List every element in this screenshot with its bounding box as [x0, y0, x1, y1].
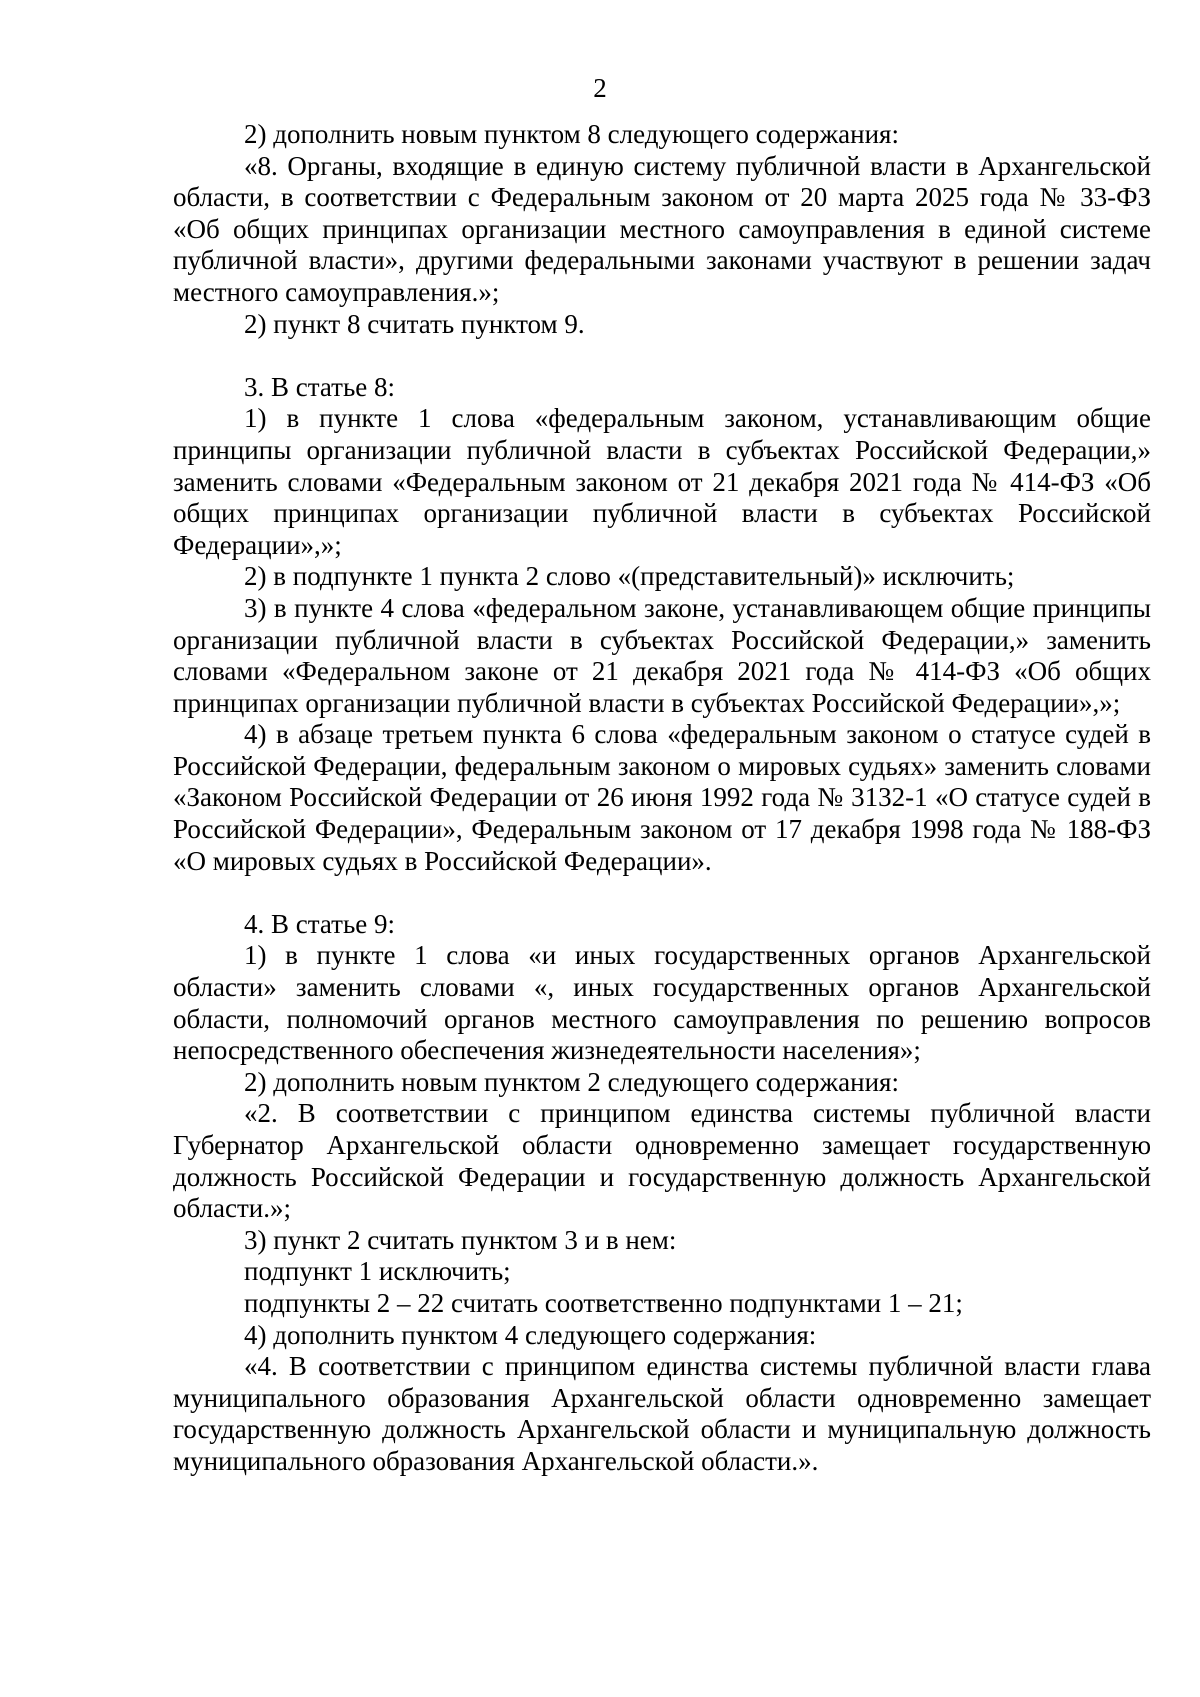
paragraph: 2) пункт 8 считать пунктом 9. — [244, 308, 585, 339]
paragraph: 1) в пункте 1 слова «федеральным законом, устанавливающим общие принципы организации публичной власти в субъектах Российской Федерации,» заменить словами «Федеральным законом от 21 декабря 2021 года № 414-ФЗ «Об общих принципах организации публичной власти в субъектах Российской Федерации»,»; — [173, 403, 1151, 560]
paragraph: 2) дополнить новым пунктом 2 следующего содержания: — [244, 1066, 899, 1097]
paragraph: подпункт 1 исключить; — [244, 1256, 511, 1287]
paragraph: «2. В соответствии с принципом единства системы публичной власти Губернатор Архангельской области одновременно замещает государственную должность Российской Федерации и государственную должность Архангельской области.»; — [173, 1098, 1151, 1224]
paragraph: подпункты 2 – 22 считать соответственно подпунктами 1 – 21; — [244, 1287, 963, 1318]
paragraph: «8. Органы, входящие в единую систему публичной власти в Архангельской области, в соответствии с Федеральным законом от 20 марта 2025 года № 33-ФЗ «Об общих принципах организации местного самоуправления в единой системе публичной власти», другими федеральными законами участвуют в решении задач местного самоуправления.»; — [173, 150, 1151, 307]
paragraph: «4. В соответствии с принципом единства системы публичной власти глава муниципального образования Архангельской области одновременно замещает государственную должность Архангельской области и муниципальную должность муниципального образования Архангельской области.». — [173, 1351, 1151, 1476]
paragraph: 3) в пункте 4 слова «федеральном законе, устанавливающем общие принципы организации публичной власти в субъектах Российской Федерации,» заменить словами «Федеральном законе от 21 декабря 2021 года № 414-ФЗ «Об общих принципах организации публичной власти в субъектах Российской Федерации»,»; — [173, 592, 1151, 718]
paragraph: 2) в подпункте 1 пункта 2 слово «(представительный)» исключить; — [244, 561, 1015, 592]
section-heading: 4. В статье 9: — [244, 908, 396, 939]
paragraph: 2) дополнить новым пунктом 8 следующего содержания: — [244, 119, 899, 149]
page-number: 2 — [593, 73, 607, 103]
paragraph: 1) в пункте 1 слова «и иных государственных органов Архангельской области» заменить словами «, иных государственных органов Архангельской области, полномочий органов местного самоуправления по решению вопросов непосредственного обеспечения жизнедеятельности населения»; — [173, 940, 1151, 1066]
paragraph-gap — [173, 877, 1151, 909]
paragraph-gap — [173, 340, 1151, 372]
paragraph: 4) дополнить пунктом 4 следующего содержания: — [244, 1319, 817, 1350]
paragraph: 4) в абзаце третьем пункта 6 слова «федеральным законом о статусе судей в Российской Федерации, федеральным законом о мировых судьях» заменить словами «Законом Российской Федерации от 26 июня 1992 года № 3132-1 «О статусе судей в Российской Федерации», Федеральным законом от 17 декабря 1998 года № 188-ФЗ «О мировых судьях в Российской Федерации». — [173, 719, 1151, 876]
document-body — [173, 119, 1151, 1478]
paragraph: 3) пункт 2 считать пунктом 3 и в нем: — [244, 1224, 677, 1255]
section-heading: 3. В статье 8: — [244, 371, 396, 402]
